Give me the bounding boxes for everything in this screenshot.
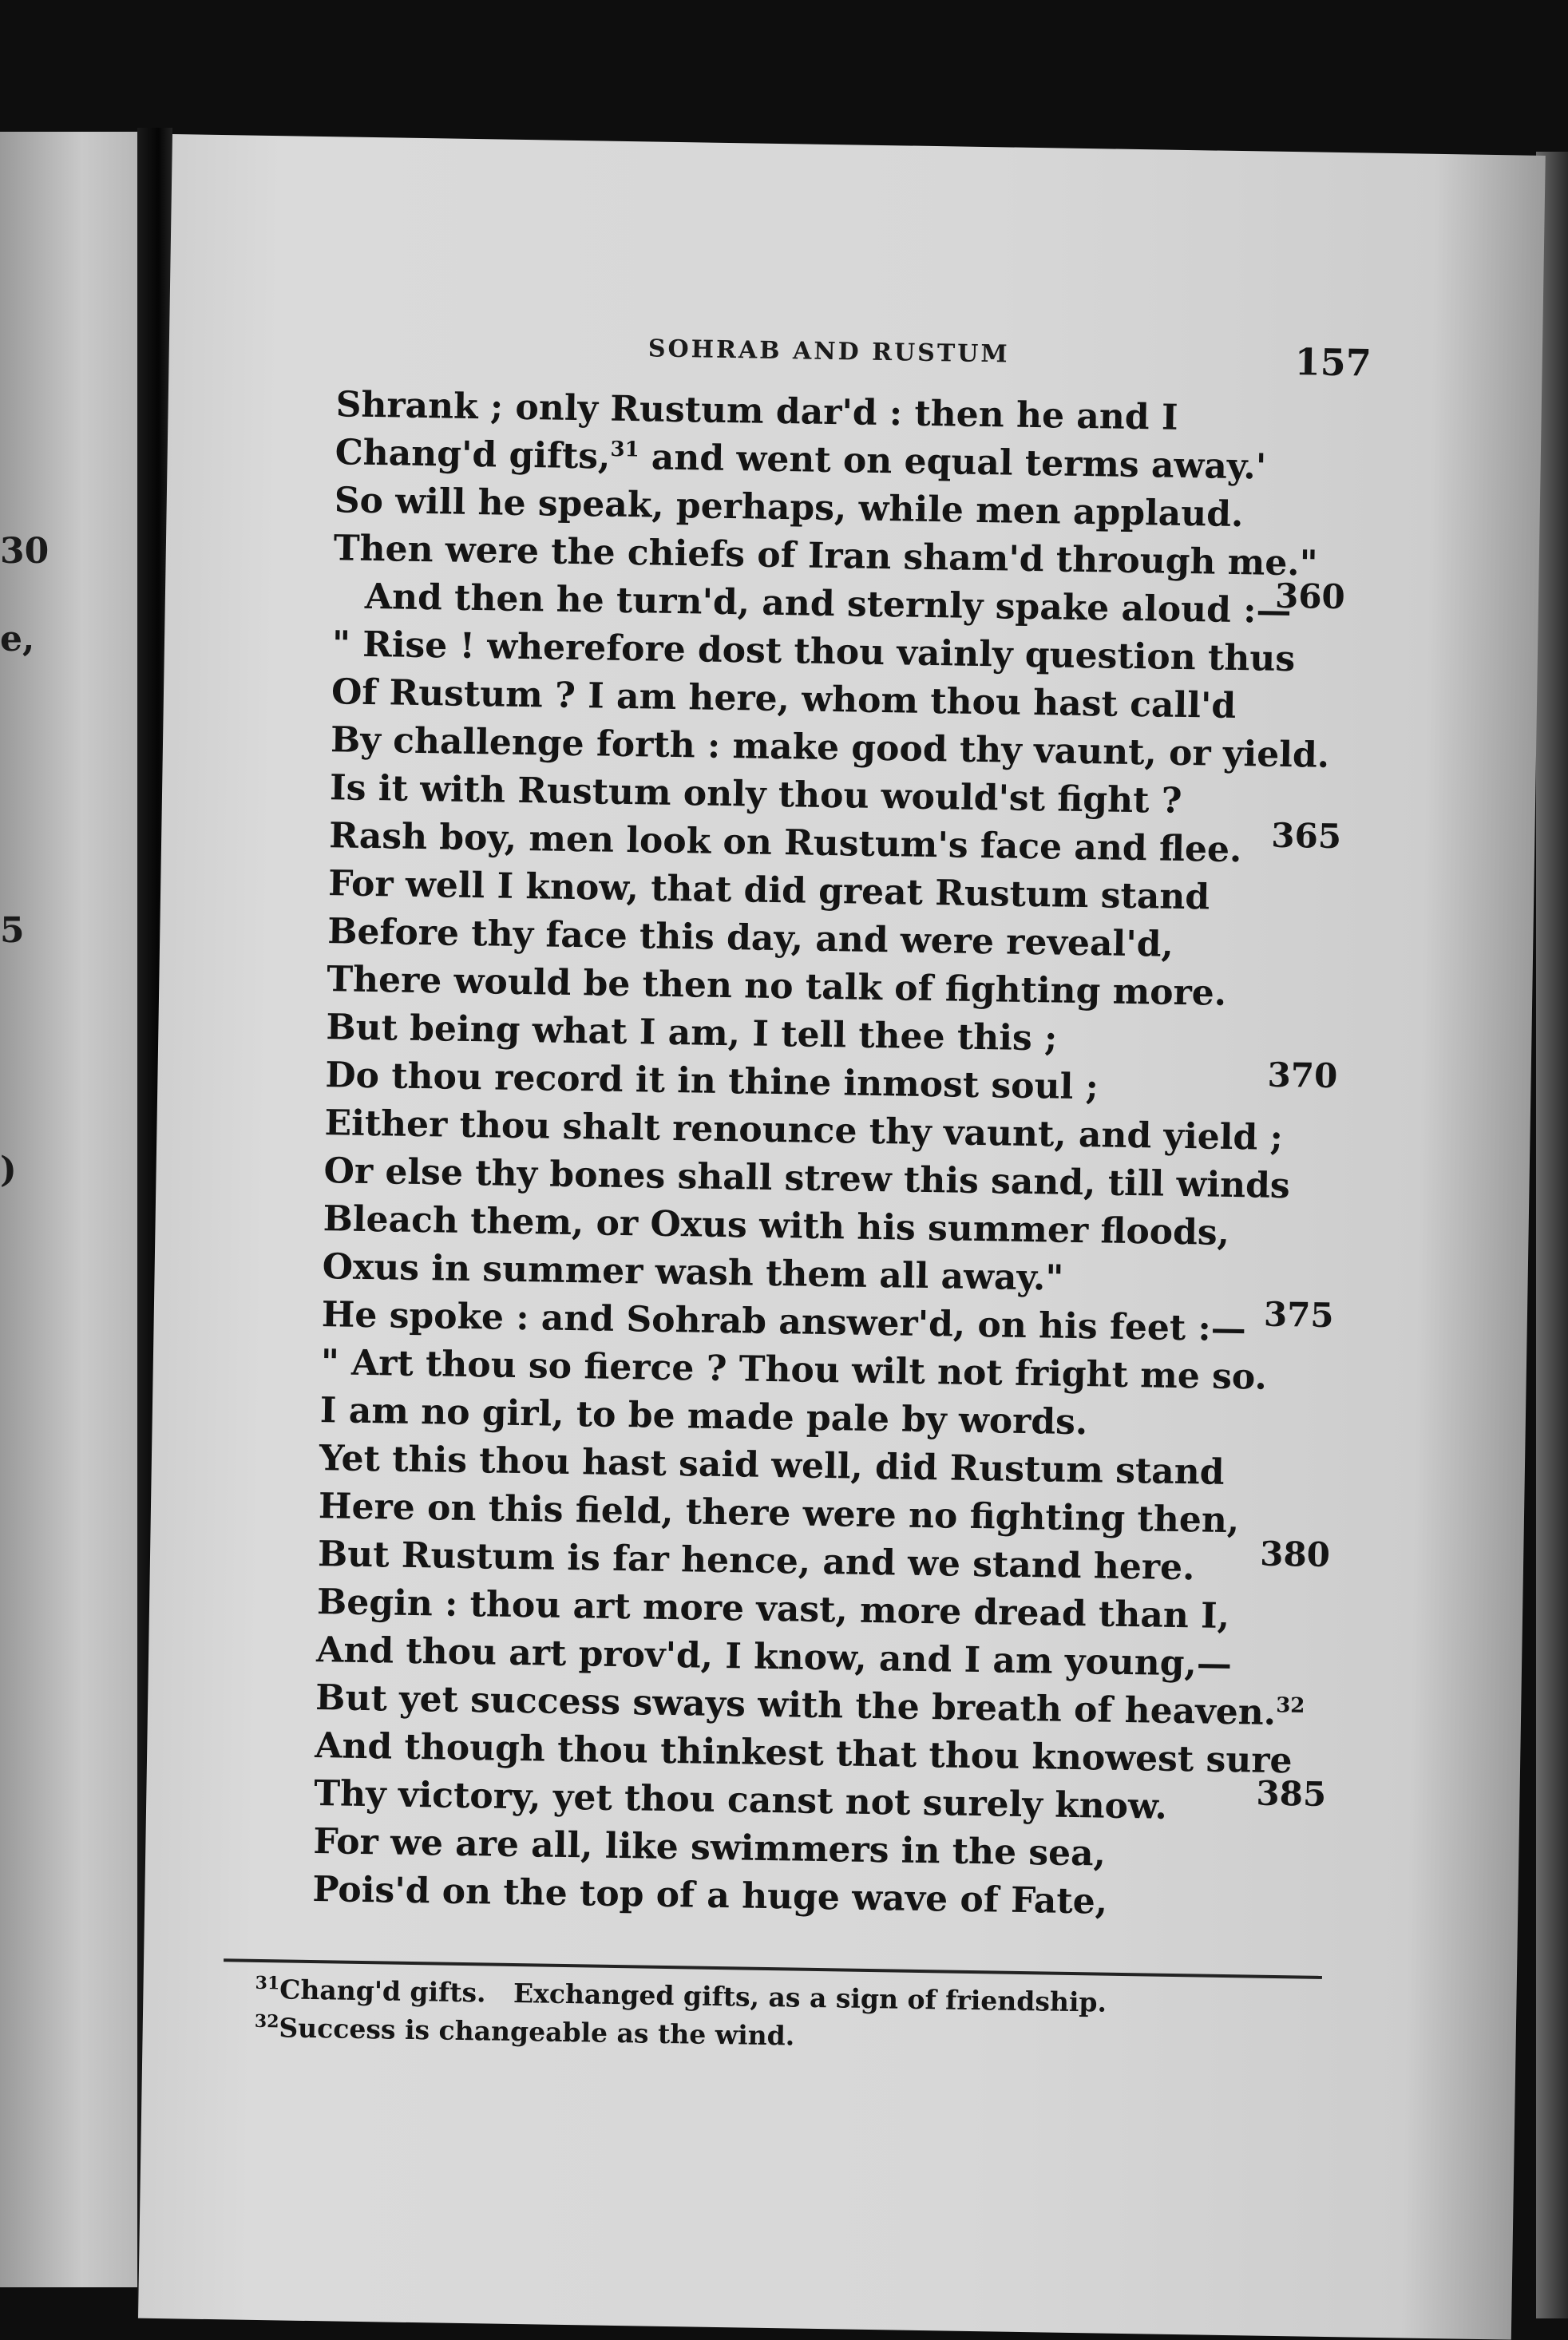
footnote-ref: 32: [1275, 1693, 1305, 1718]
poem-line: So will he speak, perhaps, while men applaud.: [334, 480, 1244, 536]
footnote-term: Chang'd gifts.: [279, 1974, 486, 2009]
poem-line: And though thou thinkest that thou knowest sure: [314, 1725, 1293, 1782]
poem-line: [335, 432, 1266, 487]
line-number: 365: [1270, 815, 1342, 857]
poem-line: And thou art prov'd, I know, and I am young,—: [315, 1629, 1233, 1685]
adjacent-left-page: [0, 132, 137, 2287]
poem-line: Or else thy bones shall strew this sand, till winds: [323, 1150, 1291, 1207]
line-number: 380: [1259, 1534, 1331, 1574]
line-number: 360: [1274, 576, 1346, 617]
poem-line: Bleach them, or Oxus with his summer floods,: [323, 1198, 1230, 1253]
poem-line: Do thou record it in thine inmost soul ;: [325, 1055, 1099, 1108]
poem-line: He spoke : and Sohrab answer'd, on his feet :—: [321, 1294, 1247, 1350]
poem-line: There would be then no talk of fighting more.: [326, 959, 1227, 1014]
footnote-text: Exchanged gifts, as a sign of friendship.: [513, 1977, 1107, 2018]
poem-line: For we are all, like swimmers in the sea,: [313, 1821, 1107, 1875]
poem-line-text: But yet success sways with the breath of heaven.: [315, 1677, 1277, 1733]
poem-line: Is it with Rustum only thou would'st fight ?: [329, 767, 1182, 822]
left-page-fragment: 30: [0, 531, 49, 572]
book-page: [138, 134, 1546, 2340]
poem-line: I am no girl, to be made pale by words.: [319, 1390, 1088, 1443]
running-head: SOHRAB AND RUSTUM: [647, 335, 1010, 369]
poem-line: [315, 1677, 1305, 1733]
poem-line-text: and went on equal terms away.': [639, 437, 1267, 488]
poem-line: Before thy face this day, and were reveal'd,: [327, 911, 1174, 965]
poem-line-text: Chang'd gifts,: [335, 432, 611, 477]
line-number: 370: [1267, 1055, 1338, 1096]
poem-line: For well I know, that did great Rustum stand: [327, 863, 1210, 918]
footnote-ref: 31: [610, 438, 639, 462]
poem-line: Yet this thou hast said well, did Rustum stand: [319, 1438, 1225, 1493]
left-page-fragment: e,: [0, 619, 35, 659]
poem-line: Begin : thou art more vast, more dread than I,: [316, 1582, 1230, 1637]
poem-line: Of Rustum ? I am here, whom thou hast call'd: [331, 671, 1237, 727]
poem-line: Pois'd on the top of a huge wave of Fate,: [312, 1869, 1108, 1922]
right-page-edge: [1536, 152, 1568, 2318]
poem-line: And then he turn'd, and sternly spake aloud :—: [364, 576, 1292, 632]
poem-line: But being what I am, I tell thee this ;: [326, 1007, 1058, 1059]
poem-line: By challenge forth : make good thy vaunt, or yield.: [330, 719, 1330, 776]
poem-line: Either thou shalt renounce thy vaunt, and yield ;: [324, 1103, 1284, 1158]
line-number: 385: [1256, 1773, 1327, 1814]
poem-line: Here on this field, there were no fighting then,: [318, 1486, 1240, 1542]
poem-line: Rash boy, men look on Rustum's face and flee.: [328, 815, 1242, 871]
page-number: 157: [1294, 340, 1372, 385]
left-page-fragment: 5: [0, 910, 25, 951]
footnote-marker: 31: [255, 1972, 280, 1994]
poem-line: " Art thou so fierce ? Thou wilt not fright me so.: [320, 1342, 1268, 1398]
poem-line: Oxus in summer wash them all away.": [322, 1246, 1064, 1299]
poem-line: Thy victory, yet thou canst not surely know.: [313, 1773, 1168, 1827]
left-page-fragment: ): [0, 1150, 17, 1190]
poem-line: " Rise ! wherefore dost thou vainly question thus: [331, 624, 1296, 680]
poem-line: But Rustum is far hence, and we stand here.: [317, 1534, 1195, 1589]
poem-line: Then were the chiefs of Iran sham'd through me.": [333, 528, 1318, 584]
line-number: 375: [1263, 1294, 1334, 1336]
footnote-marker: 32: [254, 2010, 279, 2033]
footnote-text: Success is changeable as the wind.: [279, 2012, 795, 2052]
poem-line: Shrank ; only Rustum dar'd : then he and I: [335, 384, 1178, 438]
